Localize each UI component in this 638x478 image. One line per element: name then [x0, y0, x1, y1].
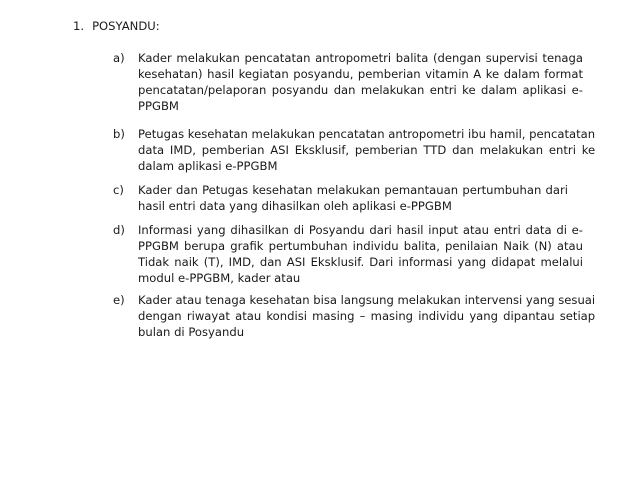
text-line: Tidak naik (T), IMD, dan ASI Eksklusif. Dari informasi yang didapat melalui — [138, 255, 583, 269]
list-item-text — [138, 50, 583, 114]
text-line: data IMD, pemberian ASI Eksklusif, pemberian TTD dan melakukan entri ke — [138, 143, 596, 157]
text-line: Informasi yang dihasilkan di Posyandu dari hasil input atau entri data di e- — [138, 223, 583, 237]
text-line: Kader melakukan pencatatan antropometri balita (dengan supervisi tenaga — [138, 51, 583, 65]
list-item-b — [113, 126, 596, 174]
text-line: kesehatan) hasil kegiatan posyandu, pemberian vitamin A ke dalam format — [138, 67, 583, 81]
list-marker: c) — [113, 183, 124, 197]
text-line: Kader dan Petugas kesehatan melakukan pemantauan pertumbuhan dari — [138, 183, 568, 197]
list-item-text — [138, 126, 595, 174]
section-number: 1. — [73, 19, 85, 33]
list-item-text — [138, 292, 595, 340]
list-item-a — [113, 50, 583, 114]
list-item-c — [113, 182, 583, 214]
list-marker: d) — [113, 223, 125, 237]
text-line: Petugas kesehatan melakukan pencatatan antropometri ibu hamil, pencatatan — [138, 127, 596, 141]
text-line: dalam aplikasi e-PPGBM — [138, 159, 278, 173]
text-line: PPGBM berupa grafik pertumbuhan individu balita, penilaian Naik (N) atau — [138, 239, 583, 253]
text-line: Kader atau tenaga kesehatan bisa langsung melakukan intervensi yang sesuai — [138, 293, 596, 307]
text-line: hasil entri data yang dihasilkan oleh aplikasi e-PPGBM — [138, 199, 452, 213]
list-item-text — [138, 182, 583, 214]
text-line: bulan di Posyandu — [138, 325, 245, 339]
list-marker: b) — [113, 127, 125, 141]
section-title: POSYANDU: — [92, 19, 160, 33]
list-item-e — [113, 292, 596, 340]
list-marker: a) — [113, 51, 125, 65]
text-line: pencatatan/pelaporan posyandu dan melakukan entri ke dalam aplikasi e- — [138, 83, 583, 97]
text-line: modul e-PPGBM, kader atau — [138, 271, 301, 285]
text-line: dengan riwayat atau kondisi masing – masing individu yang dipantau setiap — [138, 309, 596, 323]
list-item-d — [113, 222, 583, 286]
text-line: PPGBM — [138, 99, 179, 113]
list-marker: e) — [113, 293, 125, 307]
list-item-text — [138, 222, 583, 286]
section-heading — [73, 18, 160, 34]
